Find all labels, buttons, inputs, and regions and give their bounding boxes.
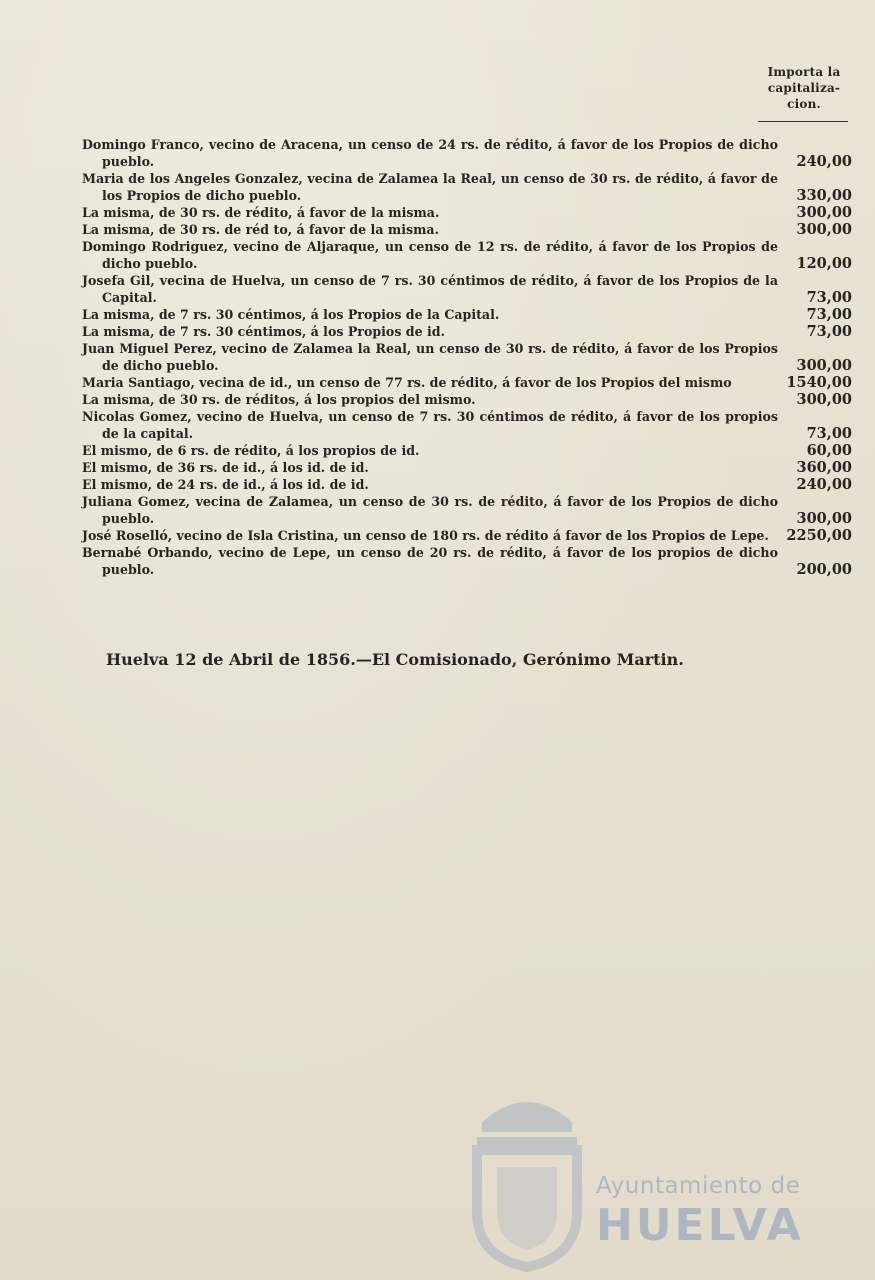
entry-amount: 120,00 bbox=[796, 255, 852, 272]
entry-amount: 330,00 bbox=[796, 187, 852, 204]
entry-amount: 360,00 bbox=[796, 459, 852, 476]
entries-list bbox=[82, 136, 852, 578]
entry-text: La misma, de 7 rs. 30 céntimos, á los Propios de la Capital. bbox=[82, 307, 500, 322]
entry-amount: 60,00 bbox=[806, 442, 852, 459]
entry-text: Domingo Rodriguez, vecino de Aljaraque, un censo de 12 rs. de rédito, á favor de los Propios de dicho pueblo. bbox=[82, 239, 778, 271]
entry-amount: 300,00 bbox=[796, 357, 852, 374]
entry-row bbox=[82, 476, 852, 493]
entry-row bbox=[82, 323, 852, 340]
entry-row bbox=[82, 442, 852, 459]
entry-row bbox=[82, 340, 852, 374]
entry-row bbox=[82, 493, 852, 527]
entry-row bbox=[82, 204, 852, 221]
entry-row bbox=[82, 136, 852, 170]
entry-row bbox=[82, 459, 852, 476]
coat-of-arms-watermark-icon bbox=[462, 1082, 592, 1272]
entry-amount: 2250,00 bbox=[786, 527, 852, 544]
entry-amount: 240,00 bbox=[796, 476, 852, 493]
entry-text: El mismo, de 24 rs. de id., á los id. de id. bbox=[82, 477, 369, 492]
signature-line: Huelva 12 de Abril de 1856.—El Comisionado, Gerónimo Martin. bbox=[106, 650, 684, 669]
entry-amount: 300,00 bbox=[796, 221, 852, 238]
column-header-rule bbox=[758, 121, 848, 122]
column-header: Importa la capitaliza-cion. bbox=[767, 65, 841, 111]
entry-text: Maria Santiago, vecina de id., un censo de 77 rs. de rédito, á favor de los Propios del mismo bbox=[82, 375, 732, 390]
entry-text: El mismo, de 36 rs. de id., á los id. de id. bbox=[82, 460, 369, 475]
entry-text: José Roselló, vecino de Isla Cristina, un censo de 180 rs. de rédito á favor de los Propios de Lepe. bbox=[82, 528, 769, 543]
entry-amount: 73,00 bbox=[806, 306, 852, 323]
watermark-line-1: Ayuntamiento de bbox=[596, 1173, 801, 1199]
entry-text: Josefa Gil, vecina de Huelva, un censo de 7 rs. 30 céntimos de rédito, á favor de los Propios de la Capital. bbox=[82, 273, 778, 305]
entry-amount: 73,00 bbox=[806, 323, 852, 340]
entry-text: La misma, de 30 rs. de rédito, á favor de la misma. bbox=[82, 205, 440, 220]
entry-text: Nicolas Gomez, vecino de Huelva, un censo de 7 rs. 30 céntimos de rédito, á favor de los propios de la capital. bbox=[82, 409, 778, 441]
entry-row bbox=[82, 221, 852, 238]
entry-amount: 73,00 bbox=[806, 289, 852, 306]
entry-amount: 300,00 bbox=[796, 204, 852, 221]
entry-text: El mismo, de 6 rs. de rédito, á los propios de id. bbox=[82, 443, 420, 458]
entry-row bbox=[82, 374, 852, 391]
entry-row bbox=[82, 408, 852, 442]
entry-text: Domingo Franco, vecino de Aracena, un censo de 24 rs. de rédito, á favor de los Propios de dicho pueblo. bbox=[82, 137, 778, 169]
watermark-line-2: HUELVA bbox=[596, 1200, 804, 1251]
entry-row bbox=[82, 306, 852, 323]
entry-text: Juan Miguel Perez, vecino de Zalamea la Real, un censo de 30 rs. de rédito, á favor de los Propios de dicho pueblo. bbox=[82, 341, 778, 373]
entry-amount: 1540,00 bbox=[786, 374, 852, 391]
entry-text: La misma, de 30 rs. de réditos, á los propios del mismo. bbox=[82, 392, 476, 407]
entry-amount: 73,00 bbox=[806, 425, 852, 442]
entry-text: Maria de los Angeles Gonzalez, vecina de Zalamea la Real, un censo de 30 rs. de rédito, á favor de los Propios de dicho pueblo. bbox=[82, 171, 778, 203]
entry-row bbox=[82, 527, 852, 544]
entry-amount: 240,00 bbox=[796, 153, 852, 170]
entry-row bbox=[82, 170, 852, 204]
entry-text: La misma, de 7 rs. 30 céntimos, á los Propios de id. bbox=[82, 324, 445, 339]
entry-text: Bernabé Orbando, vecino de Lepe, un censo de 20 rs. de rédito, á favor de los propios de dicho pueblo. bbox=[82, 545, 778, 577]
entry-row bbox=[82, 391, 852, 408]
entry-text: La misma, de 30 rs. de réd to, á favor de la misma. bbox=[82, 222, 439, 237]
entry-amount: 300,00 bbox=[796, 391, 852, 408]
entry-row bbox=[82, 238, 852, 272]
entry-row bbox=[82, 272, 852, 306]
entry-row bbox=[82, 544, 852, 578]
entry-amount: 300,00 bbox=[796, 510, 852, 527]
entry-amount: 200,00 bbox=[796, 561, 852, 578]
entry-text: Juliana Gomez, vecina de Zalamea, un censo de 30 rs. de rédito, á favor de los Propios de dicho pueblo. bbox=[82, 494, 778, 526]
